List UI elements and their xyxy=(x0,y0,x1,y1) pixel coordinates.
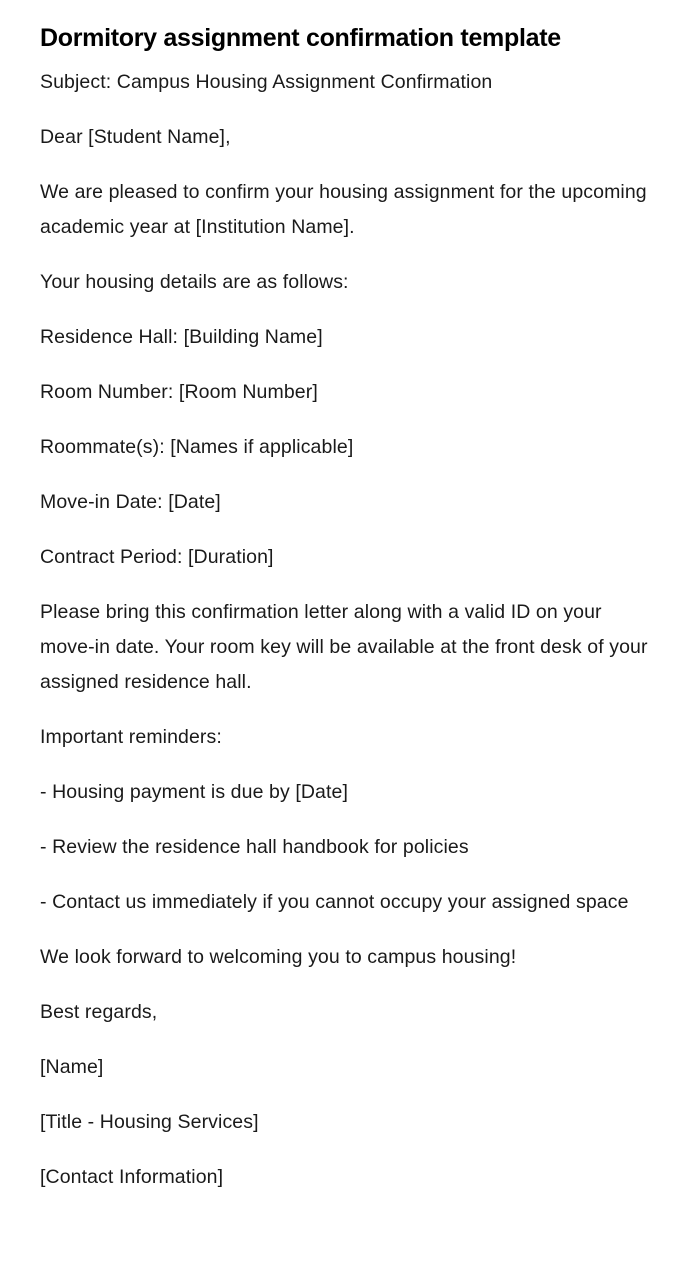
paragraph: Move-in Date: [Date] xyxy=(40,491,221,513)
paragraph: Contract Period: [Duration] xyxy=(40,546,274,568)
paragraph: Room Number: [Room Number] xyxy=(40,381,318,403)
paragraph: - Review the residence hall handbook for policies xyxy=(40,836,469,858)
paragraph: Residence Hall: [Building Name] xyxy=(40,326,323,348)
paragraph: Best regards, xyxy=(40,1001,158,1023)
paragraph: Dear [Student Name], xyxy=(40,126,231,148)
paragraph: We look forward to welcoming you to campus housing! xyxy=(40,946,517,968)
document-title: Dormitory assignment confirmation template xyxy=(40,24,561,52)
paragraph: Your housing details are as follows: xyxy=(40,271,349,293)
paragraph: - Housing payment is due by [Date] xyxy=(40,781,348,803)
paragraph: [Title - Housing Services] xyxy=(40,1111,259,1133)
paragraph: Subject: Campus Housing Assignment Confirmation xyxy=(40,71,493,93)
paragraph: - Contact us immediately if you cannot occupy your assigned space xyxy=(40,891,629,913)
paragraph: Important reminders: xyxy=(40,726,222,748)
document-body xyxy=(40,65,660,1195)
paragraph: Please bring this confirmation letter along with a valid ID on your move-in date. Your room key will be available at the front desk of your assigned residence hall. xyxy=(40,601,648,693)
paragraph: We are pleased to confirm your housing assignment for the upcoming academic year at [Institution Name]. xyxy=(40,181,647,238)
paragraph: [Contact Information] xyxy=(40,1166,224,1188)
paragraph: Roommate(s): [Names if applicable] xyxy=(40,436,354,458)
paragraph: [Name] xyxy=(40,1056,104,1078)
